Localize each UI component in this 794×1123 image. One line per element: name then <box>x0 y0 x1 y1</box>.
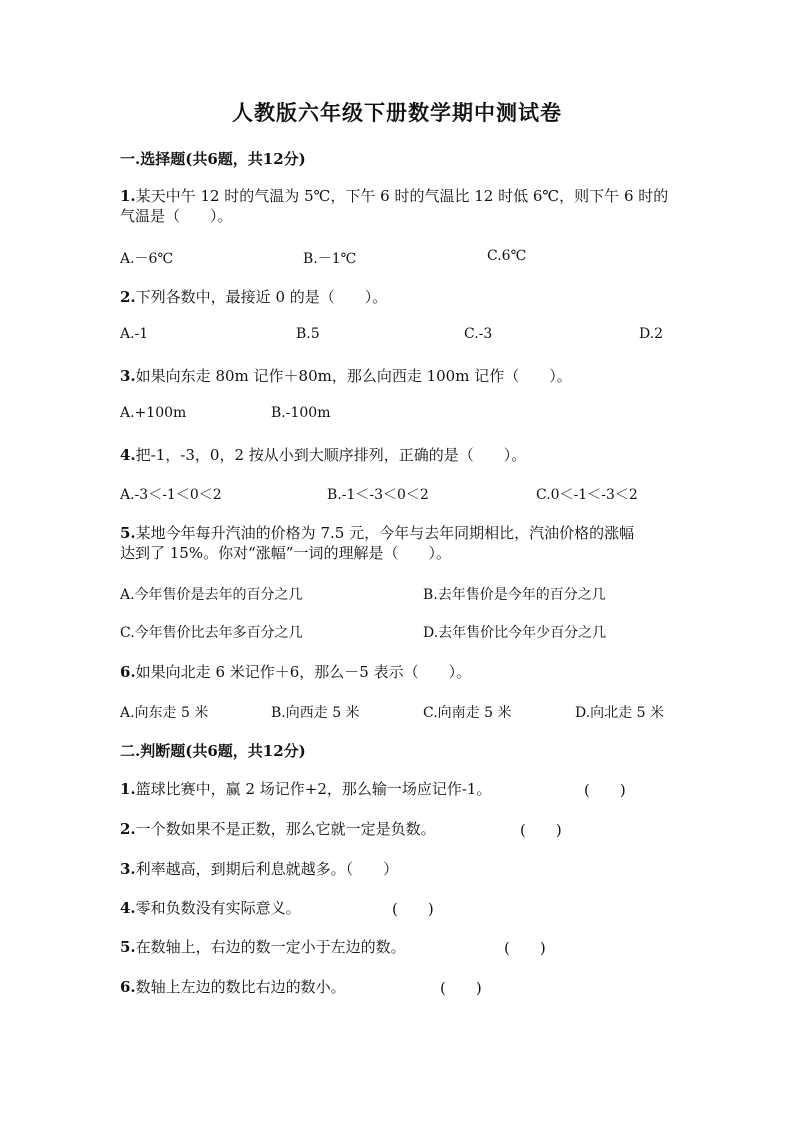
section-heading-choice: 一.选择题(共6题，共12分) <box>120 150 306 168</box>
question-4 <box>120 445 526 465</box>
question-number: 5. <box>120 938 136 956</box>
question-1-line-1 <box>120 186 668 206</box>
question-text: 在数轴上，右边的数一定小于左边的数。 <box>135 938 406 956</box>
question-2 <box>120 287 387 307</box>
option-6b[interactable]: B.向西走 5 米 <box>271 705 360 721</box>
option-1b[interactable]: B.－1℃ <box>303 251 357 267</box>
question-5-line-2: 达到了 15%。你对“涨幅”一词的理解是（ ）。 <box>120 544 451 562</box>
option-1c[interactable]: C.6℃ <box>487 248 527 264</box>
question-text: 下列各数中，最接近 0 的是（ ）。 <box>135 288 388 306</box>
option-5b[interactable]: B.去年售价是今年的百分之几 <box>423 587 606 603</box>
option-3a[interactable]: A.+100m <box>120 405 187 421</box>
answer-blank-1[interactable]: ( ) <box>584 781 626 799</box>
question-number: 3. <box>120 860 136 878</box>
section-heading-judgement: 二.判断题(共6题，共12分) <box>120 742 306 760</box>
option-3b[interactable]: B.-100m <box>271 405 331 421</box>
question-3 <box>120 366 572 386</box>
option-4c[interactable]: C.0＜-1＜-3＜2 <box>536 487 638 503</box>
question-text: 把-1，-3，0，2 按从小到大顺序排列，正确的是（ ）。 <box>135 446 527 464</box>
question-text: 利率越高，到期后利息就越多。（ ） <box>135 860 399 878</box>
question-1-line-2: 气温是（ ）。 <box>120 207 233 225</box>
question-text: 一个数如果不是正数，那么它就一定是负数。 <box>135 820 436 838</box>
question-number: 2. <box>120 288 136 306</box>
question-text: 数轴上左边的数比右边的数小。 <box>135 978 346 996</box>
option-6a[interactable]: A.向东走 5 米 <box>120 705 209 721</box>
question-6 <box>120 662 471 682</box>
option-6d[interactable]: D.向北走 5 米 <box>575 705 664 721</box>
question-text: 某天中午 12 时的气温为 5℃，下午 6 时的气温比 12 时低 6℃，则下午 6 时的 <box>135 187 669 205</box>
option-4b[interactable]: B.-1＜-3＜0＜2 <box>327 487 429 503</box>
judge-3 <box>120 859 398 879</box>
option-5d[interactable]: D.去年售价比今年少百分之几 <box>423 625 607 641</box>
question-text: 某地今年每升汽油的价格为 7.5 元，今年与去年同期相比，汽油价格的涨幅 <box>135 524 635 542</box>
question-number: 1. <box>120 780 136 798</box>
question-number: 5. <box>120 524 136 542</box>
option-2c[interactable]: C.-3 <box>464 326 493 342</box>
page-title: 人教版六年级下册数学期中测试卷 <box>232 100 562 125</box>
question-number: 4. <box>120 899 136 917</box>
answer-blank-5[interactable]: ( ) <box>504 939 546 957</box>
option-5a[interactable]: A.今年售价是去年的百分之几 <box>120 587 303 603</box>
question-text: 如果向东走 80m 记作＋80m，那么向西走 100m 记作（ ）。 <box>135 367 572 385</box>
judge-5 <box>120 937 406 957</box>
answer-blank-6[interactable]: ( ) <box>440 979 482 997</box>
option-1a[interactable]: A.－6℃ <box>120 251 174 267</box>
judge-4 <box>120 898 301 918</box>
question-5-line-1 <box>120 523 634 543</box>
question-number: 6. <box>120 663 136 681</box>
question-number: 1. <box>120 187 136 205</box>
answer-blank-4[interactable]: ( ) <box>392 900 434 918</box>
option-2a[interactable]: A.-1 <box>120 326 149 342</box>
option-6c[interactable]: C.向南走 5 米 <box>423 705 512 721</box>
judge-6 <box>120 977 346 997</box>
question-text: 如果向北走 6 米记作＋6，那么－5 表示（ ）。 <box>135 663 472 681</box>
question-text: 零和负数没有实际意义。 <box>135 899 301 917</box>
question-number: 6. <box>120 978 136 996</box>
option-4a[interactable]: A.-3＜-1＜0＜2 <box>120 487 222 503</box>
option-2d[interactable]: D.2 <box>639 326 664 342</box>
question-number: 2. <box>120 820 136 838</box>
question-number: 3. <box>120 367 136 385</box>
option-2b[interactable]: B.5 <box>296 326 320 342</box>
question-number: 4. <box>120 446 136 464</box>
judge-2 <box>120 819 436 839</box>
option-5c[interactable]: C.今年售价比去年多百分之几 <box>120 625 303 641</box>
question-text: 篮球比赛中，赢 2 场记作+2，那么输一场应记作-1。 <box>135 780 492 798</box>
answer-blank-2[interactable]: ( ) <box>520 821 562 839</box>
judge-1 <box>120 779 491 799</box>
